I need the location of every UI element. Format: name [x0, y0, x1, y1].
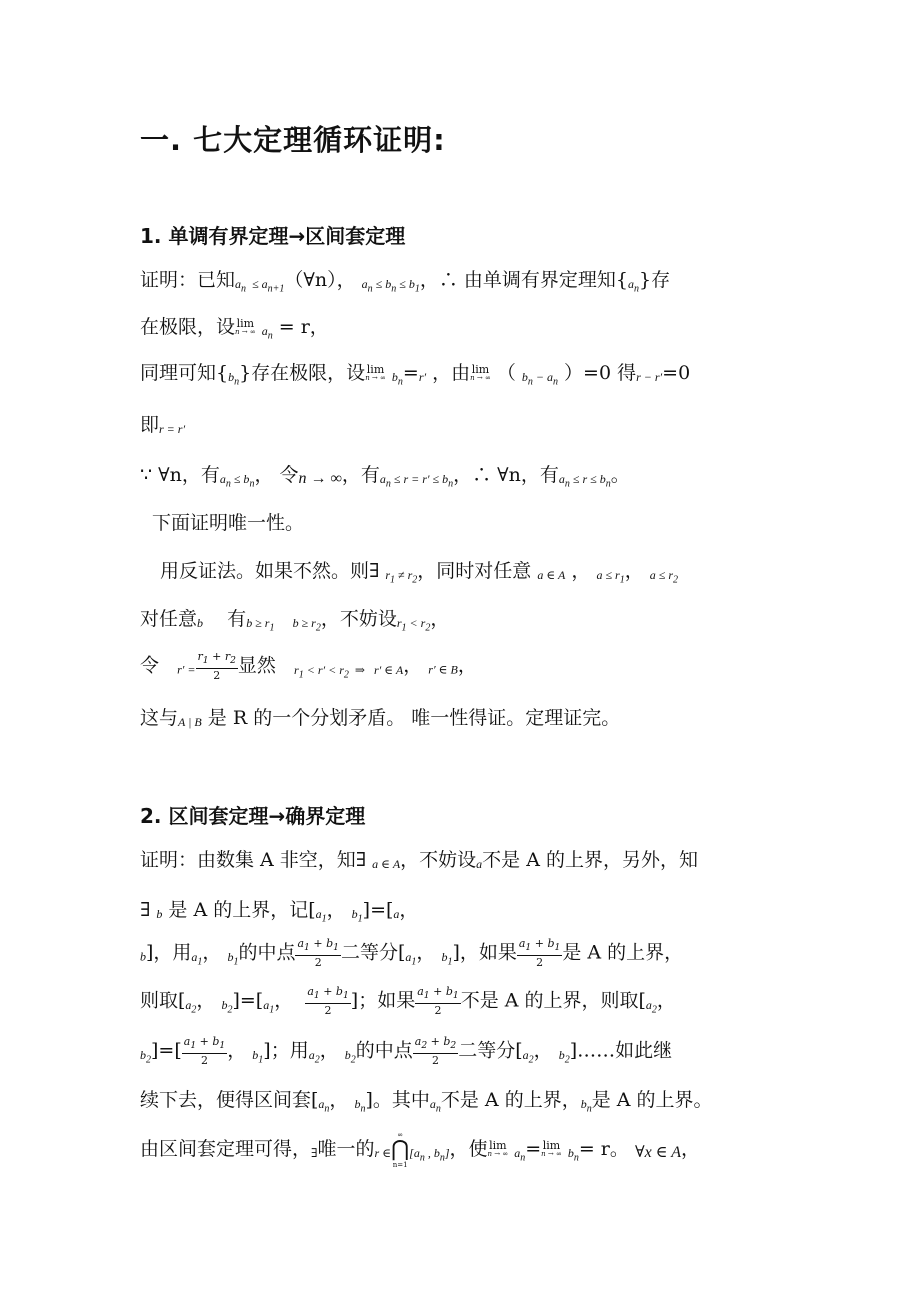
s2-line-5: $b_2]=$[ $\frac{a_1 + b_1}{2}$ ， $b_1$]；用$a_2$， $b_2$的中点 $\frac{a_2 + b_2}{2}$ 二等分[$a_2$， $b_2]\dots\dots$如此继: [140, 1035, 673, 1068]
s1-line-1: 证明：已知$a_n$ ≤ $a_{n+1}(\forall n)$， $a_n \le b_n \le b_1$，∴ 由单调有界定理知$\{a_n\}$存: [140, 269, 671, 295]
section-1-heading: 1. 单调有界定理→区间套定理: [140, 224, 406, 248]
s1-line-3: 同理可知$\{b_n\}$存在极限，设 lim n → ∞ $b_n=r'$ ，由 lim n → ∞ （ $b_n - a_n$ ）=0 得r − r′=0: [140, 362, 691, 388]
s1-line-2: 在极限，设 lim n → ∞ $a_n = r$，: [140, 316, 329, 342]
s1-line-8: 对任意b 有$b \ge r_1$ $b \ge r_2$，不妨设$r_1 < r_2$，: [140, 608, 450, 634]
s1-line-7: 用反证法。如果不然。则∃ $r_1 \ne r_2$，同时对任意 a ∈ A ， $a \le r_1$， $a \le r_2$: [160, 560, 679, 586]
s1-line-4: 即r = r′: [140, 414, 186, 436]
s1-line-6: 下面证明唯一性。: [152, 512, 305, 534]
s2-line-1: 证明：由数集 A 非空，知∃ a ∈ A，不妨设a不是 A 的上界，另外，知: [140, 849, 698, 871]
s1-line-10: 这与A | B 是 R 的一个分划矛盾。 唯一性得证。定理证完。: [140, 707, 621, 729]
s2-line-7: 由区间套定理可得，∃唯一的r ∈ ∞ ⋂ n=1 [$a_n$ , $b_n$]，使 lim n → ∞ $a_n= \lim$ n → ∞ $b_n= r$。 ∀x ∈ A，: [140, 1131, 701, 1169]
s2-line-4: 则取[$a_2$， $b_2]=[a_1$， $\frac{a_1 + b_1}{2}$ ]；如果 $\frac{a_1 + b_1}{2}$ 不是 A 的上界，则取[$a_2$，: [140, 985, 676, 1018]
page-title: 一. 七大定理循环证明:: [140, 123, 446, 157]
s2-line-3: b]，用$a_1$， $b_1$的中点 $\frac{a_1 + b_1}{2}$ 二等分[$a_1$， $b_1$]，如果 $\frac{a_1 + b_1}{2}$ 是 A 的上界，: [140, 937, 684, 970]
s2-line-6: 续下去，便得区间套[$a_n$， $b_n$]。其中$a_n$不是 A 的上界，$b_n$是 A 的上界。: [140, 1089, 713, 1115]
s1-line-9: 令 r′ = $\frac{r_1 + r_2}{2}$ 显然 $r_1 < r' < r_2$ ⇒ r′ ∈ A， r′ ∈ B，: [140, 650, 477, 683]
section-2-heading: 2. 区间套定理→确界定理: [140, 804, 366, 828]
s1-line-5: ∵ ∀n，有$a_n \le b_n$， 令n → ∞，有$a_n \le r = r' \le b_n$，∴ ∀n，有$a_n \le r \le b_n$。: [140, 464, 630, 490]
s2-line-2: ∃ b 是 A 的上界，记[$a_1$， $b_1]=[a$，: [140, 899, 419, 925]
